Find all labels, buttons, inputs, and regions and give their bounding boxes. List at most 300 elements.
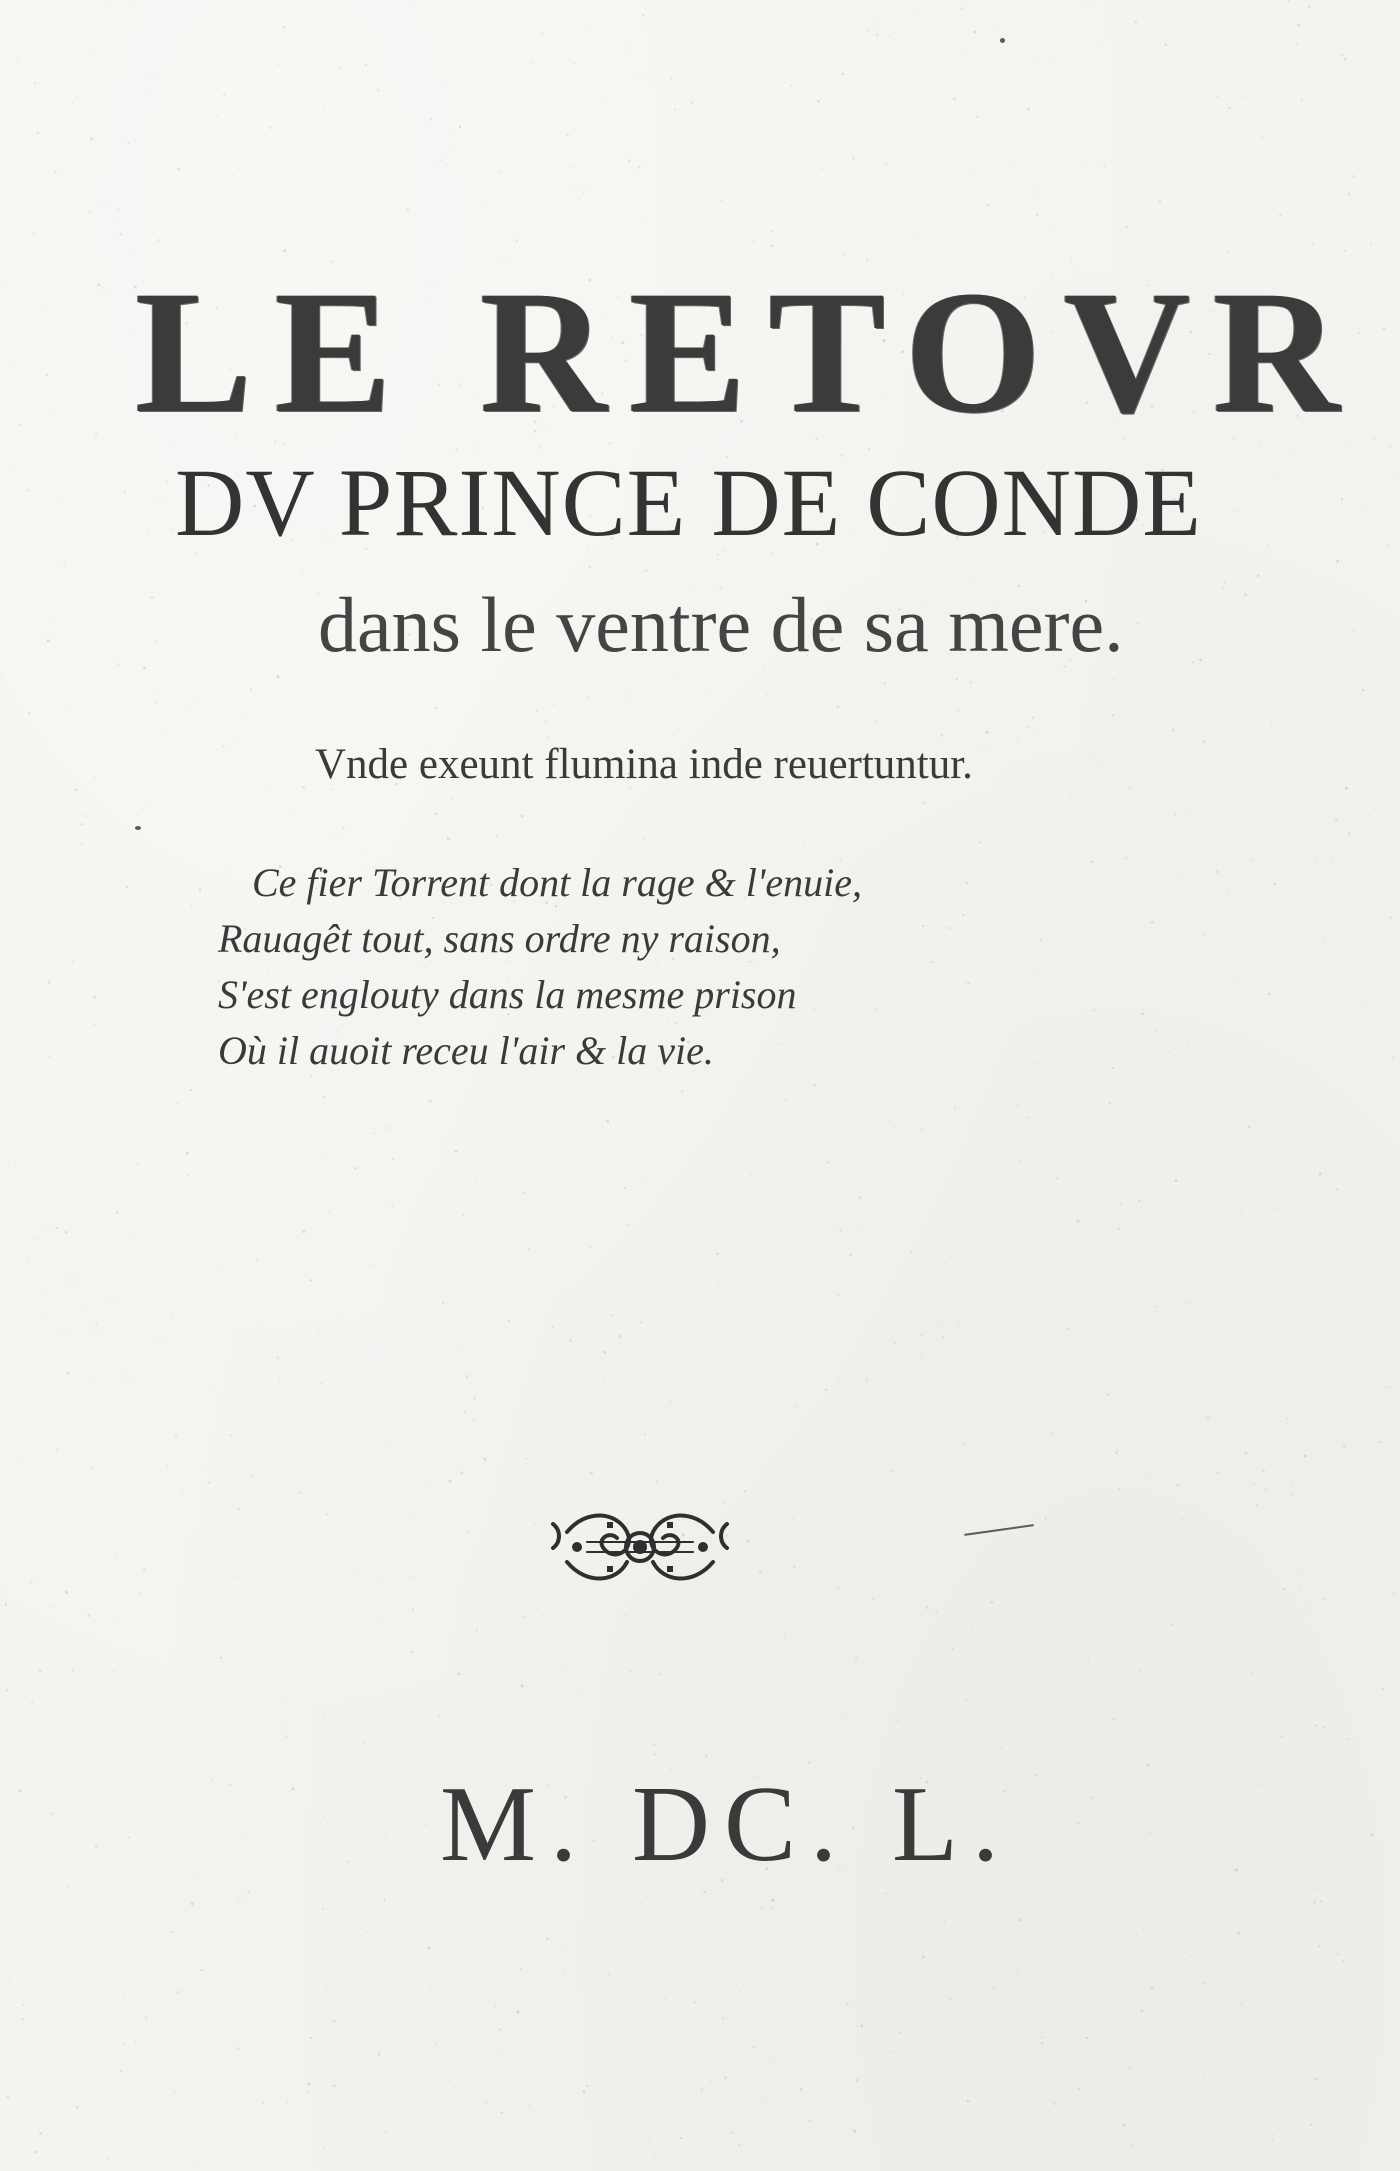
paper-speck	[412, 1514, 413, 1515]
paper-speck	[1320, 790, 1321, 791]
paper-speck	[277, 675, 280, 678]
paper-speck	[1183, 1475, 1185, 1477]
paper-speck	[1219, 1607, 1222, 1610]
paper-speck	[1258, 1269, 1259, 1270]
paper-speck	[93, 777, 95, 779]
paper-speck	[1113, 678, 1116, 681]
paper-speck	[200, 1969, 202, 1971]
paper-speck	[340, 67, 342, 69]
paper-speck	[619, 1335, 621, 1337]
paper-speck	[585, 30, 587, 32]
paper-speck	[1336, 1188, 1338, 1190]
paper-speck	[765, 693, 767, 695]
paper-speck	[1268, 811, 1270, 813]
paper-speck	[771, 1899, 774, 1902]
paper-speck	[411, 1651, 413, 1653]
paper-speck	[94, 1023, 97, 1026]
paper-speck	[201, 1468, 202, 1469]
paper-speck	[1100, 1130, 1101, 1131]
paper-speck	[247, 1890, 249, 1892]
paper-speck	[345, 1557, 346, 1558]
paper-speck	[562, 1970, 565, 1973]
paper-speck	[517, 684, 519, 686]
paper-speck	[154, 183, 155, 184]
paper-speck	[175, 1434, 177, 1436]
paper-speck	[1308, 5, 1311, 8]
paper-speck	[164, 730, 165, 731]
paper-speck	[286, 1367, 288, 1369]
paper-speck	[1063, 1217, 1064, 1218]
paper-speck	[1100, 46, 1102, 48]
paper-speck	[137, 1164, 139, 1166]
paper-speck	[447, 2079, 449, 2081]
paper-speck	[21, 2018, 24, 2021]
paper-speck	[1392, 1056, 1394, 1058]
paper-speck	[956, 678, 959, 681]
paper-speck	[919, 238, 920, 239]
paper-speck	[968, 1328, 969, 1329]
paper-speck	[100, 2116, 101, 2117]
paper-speck	[1028, 726, 1030, 728]
paper-speck	[1027, 108, 1030, 111]
paper-speck	[1291, 1481, 1293, 1483]
paper-speck	[1, 285, 3, 287]
paper-speck	[321, 1382, 323, 1384]
paper-speck	[813, 156, 815, 158]
paper-speck	[1390, 916, 1392, 918]
paper-speck	[1282, 98, 1284, 100]
paper-speck	[1203, 740, 1206, 743]
paper-speck	[917, 15, 918, 16]
paper-speck	[1336, 560, 1339, 563]
paper-speck	[1175, 1683, 1177, 1685]
paper-speck	[734, 2123, 736, 2125]
paper-speck	[116, 1557, 118, 1559]
paper-speck	[849, 1254, 851, 1256]
paper-speck	[12, 1651, 13, 1652]
paper-speck	[104, 1262, 105, 1263]
paper-speck	[974, 31, 977, 34]
paper-speck	[724, 2076, 727, 2079]
paper-speck	[1113, 1718, 1115, 1720]
paper-speck	[953, 1666, 954, 1667]
paper-speck	[855, 1569, 857, 1571]
paper-speck	[1168, 1508, 1171, 1511]
paper-speck	[1168, 1535, 1171, 1538]
paper-speck	[1215, 1152, 1216, 1153]
paper-speck	[167, 480, 169, 482]
paper-speck	[256, 1259, 258, 1261]
paper-speck	[891, 1268, 893, 1270]
paper-speck	[259, 1150, 260, 1151]
paper-speck	[1234, 981, 1236, 983]
paper-speck	[1159, 200, 1162, 203]
paper-speck	[1255, 1503, 1258, 1506]
paper-speck	[1058, 1783, 1059, 1784]
paper-speck	[1376, 1034, 1377, 1035]
paper-speck	[1086, 1897, 1087, 1898]
paper-speck	[765, 2102, 767, 2104]
paper-speck	[60, 846, 61, 847]
paper-speck	[1242, 1133, 1243, 1134]
paper-speck	[402, 2032, 403, 2033]
paper-speck	[1247, 1933, 1249, 1935]
paper-speck	[128, 1836, 130, 1838]
paper-speck	[473, 1418, 475, 1420]
paper-speck	[716, 1253, 719, 1256]
paper-speck	[923, 801, 926, 804]
paper-speck	[937, 1321, 939, 1323]
paper-speck	[1048, 1446, 1050, 1448]
paper-speck	[957, 709, 960, 712]
paper-speck	[1132, 1532, 1133, 1533]
paper-speck	[177, 168, 180, 171]
paper-speck	[171, 1313, 173, 1315]
paper-speck	[1207, 718, 1208, 719]
paper-speck	[969, 2006, 970, 2007]
paper-speck	[1240, 1255, 1242, 1257]
paper-speck	[175, 113, 176, 114]
paper-speck	[1012, 1186, 1013, 1187]
paper-speck	[133, 7, 134, 8]
paper-speck	[182, 1492, 185, 1495]
paper-speck	[1259, 1455, 1262, 1458]
paper-speck	[1001, 1747, 1003, 1749]
paper-speck	[1160, 1357, 1161, 1358]
paper-speck	[894, 1342, 896, 1344]
paper-speck	[158, 239, 160, 241]
paper-speck	[429, 1099, 432, 1102]
paper-speck	[494, 2004, 497, 2007]
paper-speck	[536, 709, 539, 712]
paper-speck	[1283, 767, 1284, 768]
paper-speck	[976, 116, 978, 118]
paper-speck	[384, 1900, 385, 1901]
paper-speck	[1244, 593, 1247, 596]
paper-speck	[1023, 1313, 1024, 1314]
paper-speck	[1112, 1905, 1113, 1906]
paper-speck	[645, 569, 648, 572]
paper-speck	[1286, 1418, 1288, 1420]
paper-speck	[784, 1725, 786, 1727]
paper-speck	[1205, 1642, 1207, 1644]
verse-line-2: Rauagêt tout, sans ordre ny raison,	[218, 916, 781, 961]
paper-speck	[1182, 770, 1183, 771]
paper-speck	[2, 1560, 3, 1561]
paper-speck	[887, 1120, 889, 1122]
paper-speck	[33, 232, 35, 234]
paper-speck	[143, 943, 145, 945]
paper-speck	[604, 96, 605, 97]
paper-speck	[84, 1146, 86, 1148]
paper-speck	[1375, 1009, 1376, 1010]
paper-speck	[1253, 1483, 1255, 1485]
paper-speck	[1341, 53, 1343, 55]
paper-speck	[970, 1626, 972, 1628]
paper-speck	[1151, 921, 1154, 924]
paper-speck	[74, 789, 77, 792]
paper-speck	[785, 1099, 787, 1101]
paper-speck	[896, 1719, 899, 1722]
paper-speck	[54, 171, 56, 173]
paper-speck	[66, 1332, 67, 1333]
paper-speck	[719, 1287, 721, 1289]
paper-speck	[128, 334, 129, 335]
paper-speck	[970, 1960, 971, 1961]
paper-speck	[1268, 993, 1271, 996]
paper-speck	[64, 1638, 65, 1639]
paper-speck	[569, 59, 570, 60]
paper-speck	[354, 1167, 356, 1169]
paper-speck	[846, 2003, 849, 2006]
paper-speck	[449, 149, 450, 150]
paper-speck	[667, 97, 668, 98]
paper-speck	[876, 33, 879, 36]
paper-speck	[647, 671, 649, 673]
paper-speck	[467, 1531, 469, 1533]
paper-speck	[698, 102, 700, 104]
paper-speck	[1118, 1228, 1120, 1230]
paper-speck	[1123, 2124, 1126, 2127]
paper-speck	[1248, 877, 1249, 878]
paper-speck	[28, 489, 30, 491]
paper-speck	[1323, 1726, 1325, 1728]
paper-speck	[421, 2059, 422, 2060]
paper-speck	[1033, 1146, 1034, 1147]
paper-speck	[1227, 891, 1229, 893]
paper-speck	[71, 1279, 73, 1281]
paper-speck	[1046, 1634, 1047, 1635]
paper-speck	[987, 204, 990, 207]
paper-speck	[186, 1152, 189, 1155]
paper-speck	[654, 2153, 656, 2155]
paper-speck	[979, 841, 981, 843]
paper-speck	[541, 32, 543, 34]
paper-speck	[0, 1133, 1, 1134]
paper-speck	[1228, 107, 1231, 110]
paper-speck	[197, 701, 199, 703]
paper-speck	[821, 168, 824, 171]
paper-speck	[898, 1639, 900, 1641]
paper-speck	[1035, 190, 1038, 193]
paper-speck	[462, 1214, 464, 1216]
paper-speck	[1056, 1365, 1057, 1366]
paper-speck	[108, 883, 109, 884]
paper-speck	[714, 2128, 716, 2130]
paper-speck	[124, 490, 126, 492]
paper-speck	[1272, 980, 1273, 981]
paper-speck	[825, 3, 827, 5]
paper-speck	[1387, 1212, 1389, 1214]
paper-speck	[201, 2092, 202, 2093]
paper-speck	[583, 191, 585, 193]
paper-speck	[1048, 822, 1049, 823]
paper-speck	[340, 1319, 342, 1321]
paper-speck	[229, 1434, 231, 1436]
paper-speck	[282, 70, 283, 71]
paper-speck	[1117, 1450, 1119, 1452]
paper-speck	[407, 172, 408, 173]
paper-speck	[1288, 453, 1289, 454]
paper-speck	[606, 1120, 609, 1123]
paper-speck	[118, 663, 120, 665]
paper-speck	[213, 924, 214, 925]
paper-speck	[95, 433, 97, 435]
paper-speck	[451, 798, 453, 800]
paper-speck	[1052, 1802, 1053, 1803]
paper-speck	[865, 1378, 868, 1381]
paper-speck	[796, 1906, 797, 1907]
paper-speck	[1346, 1738, 1348, 1740]
paper-speck	[630, 695, 633, 698]
paper-speck	[335, 833, 337, 835]
paper-speck	[1241, 2003, 1243, 2005]
paper-speck	[680, 2137, 682, 2139]
paper-speck	[459, 126, 461, 128]
paper-speck	[656, 1480, 658, 1482]
paper-speck	[945, 1224, 947, 1226]
paper-speck	[1125, 226, 1128, 229]
paper-speck	[984, 1472, 985, 1473]
paper-speck	[46, 305, 47, 306]
paper-speck	[1149, 1832, 1151, 1834]
paper-speck	[127, 142, 130, 145]
paper-speck	[373, 1132, 375, 1134]
paper-speck	[513, 1103, 514, 1104]
paper-speck	[1155, 1030, 1158, 1033]
paper-speck	[151, 596, 154, 599]
paper-speck	[1172, 729, 1175, 732]
paper-speck	[1088, 1658, 1090, 1660]
paper-speck	[1243, 1463, 1244, 1464]
paper-speck	[108, 815, 109, 816]
paper-speck	[1227, 111, 1228, 112]
paper-speck	[661, 1407, 663, 1409]
paper-speck	[1300, 1586, 1302, 1588]
paper-speck	[97, 284, 100, 287]
paper-speck	[784, 1104, 786, 1106]
paper-speck	[1312, 242, 1314, 244]
paper-speck	[381, 1575, 382, 1576]
paper-speck	[720, 199, 722, 201]
paper-speck	[285, 1726, 286, 1727]
paper-speck	[1110, 2127, 1111, 2128]
paper-speck	[55, 1449, 58, 1452]
paper-speck	[1040, 114, 1041, 115]
paper-speck	[463, 1411, 465, 1413]
paper-speck	[771, 245, 774, 248]
paper-speck	[395, 1990, 396, 1991]
paper-speck	[199, 889, 201, 891]
paper-speck	[364, 848, 365, 849]
paper-speck	[143, 808, 144, 809]
paper-speck	[1223, 2085, 1225, 2087]
paper-speck	[1186, 1043, 1188, 1045]
paper-speck	[356, 1331, 358, 1333]
paper-speck	[1313, 1901, 1315, 1903]
paper-speck	[1129, 2067, 1132, 2070]
paper-speck	[1374, 438, 1375, 439]
paper-speck	[240, 1196, 241, 1197]
paper-speck	[828, 1472, 829, 1473]
paper-speck	[891, 2001, 892, 2002]
paper-speck	[170, 1931, 172, 1933]
paper-speck	[958, 1322, 960, 1324]
paper-speck	[1113, 1325, 1115, 1327]
paper-speck	[270, 17, 271, 18]
paper-speck	[117, 209, 119, 211]
paper-speck	[1125, 857, 1128, 860]
paper-speck	[884, 1892, 887, 1895]
paper-speck	[45, 374, 47, 376]
paper-speck	[774, 674, 775, 675]
paper-speck	[240, 125, 242, 127]
paper-speck	[498, 1920, 500, 1922]
paper-speck	[1379, 761, 1380, 762]
imprint-date: M. DC. L.	[440, 1765, 1014, 1884]
verse-line-1: Ce fier Torrent dont la rage & l'enuie,	[252, 860, 863, 905]
paper-speck	[1341, 498, 1343, 500]
paper-speck	[1386, 544, 1389, 547]
paper-speck	[1383, 328, 1386, 331]
paper-speck	[1131, 950, 1132, 951]
paper-speck	[814, 1585, 816, 1587]
paper-speck	[1107, 2030, 1108, 2031]
paper-speck	[640, 573, 641, 574]
paper-speck	[1122, 2013, 1123, 2014]
paper-speck	[191, 1902, 194, 1905]
paper-speck	[76, 2106, 79, 2109]
paper-speck	[921, 85, 922, 86]
paper-speck	[1274, 2152, 1275, 2153]
paper-speck	[333, 2020, 336, 2023]
paper-speck	[1152, 1570, 1154, 1572]
paper-speck	[636, 1617, 638, 1619]
paper-speck	[846, 2053, 847, 2054]
paper-speck	[284, 1701, 287, 1704]
paper-speck	[946, 1107, 948, 1109]
paper-speck	[1252, 1979, 1253, 1980]
paper-speck	[1032, 1847, 1034, 1849]
paper-speck	[500, 171, 502, 173]
paper-speck	[1142, 969, 1143, 970]
paper-speck	[762, 668, 764, 670]
paper-speck	[316, 1357, 317, 1358]
paper-speck	[1193, 1167, 1194, 1168]
paper-speck	[761, 1679, 762, 1680]
paper-speck	[177, 1991, 179, 1993]
paper-speck	[500, 1202, 501, 1203]
paper-speck	[143, 667, 146, 670]
paper-speck	[150, 1734, 151, 1735]
paper-speck	[103, 287, 105, 289]
paper-speck	[15, 1162, 17, 1164]
paper-speck	[1118, 1488, 1121, 1491]
paper-speck	[1386, 737, 1387, 738]
paper-speck	[72, 1669, 74, 1671]
paper-speck	[589, 566, 591, 568]
paper-speck	[1035, 1774, 1037, 1776]
paper-speck	[589, 1246, 591, 1248]
paper-speck	[1394, 477, 1396, 479]
paper-speck	[1041, 1530, 1042, 1531]
paper-speck	[744, 1490, 746, 1492]
paper-speck	[646, 1896, 647, 1897]
paper-speck	[603, 1351, 606, 1354]
paper-speck	[67, 1372, 70, 1375]
paper-speck	[449, 1480, 452, 1483]
paper-speck	[1379, 1744, 1380, 1745]
